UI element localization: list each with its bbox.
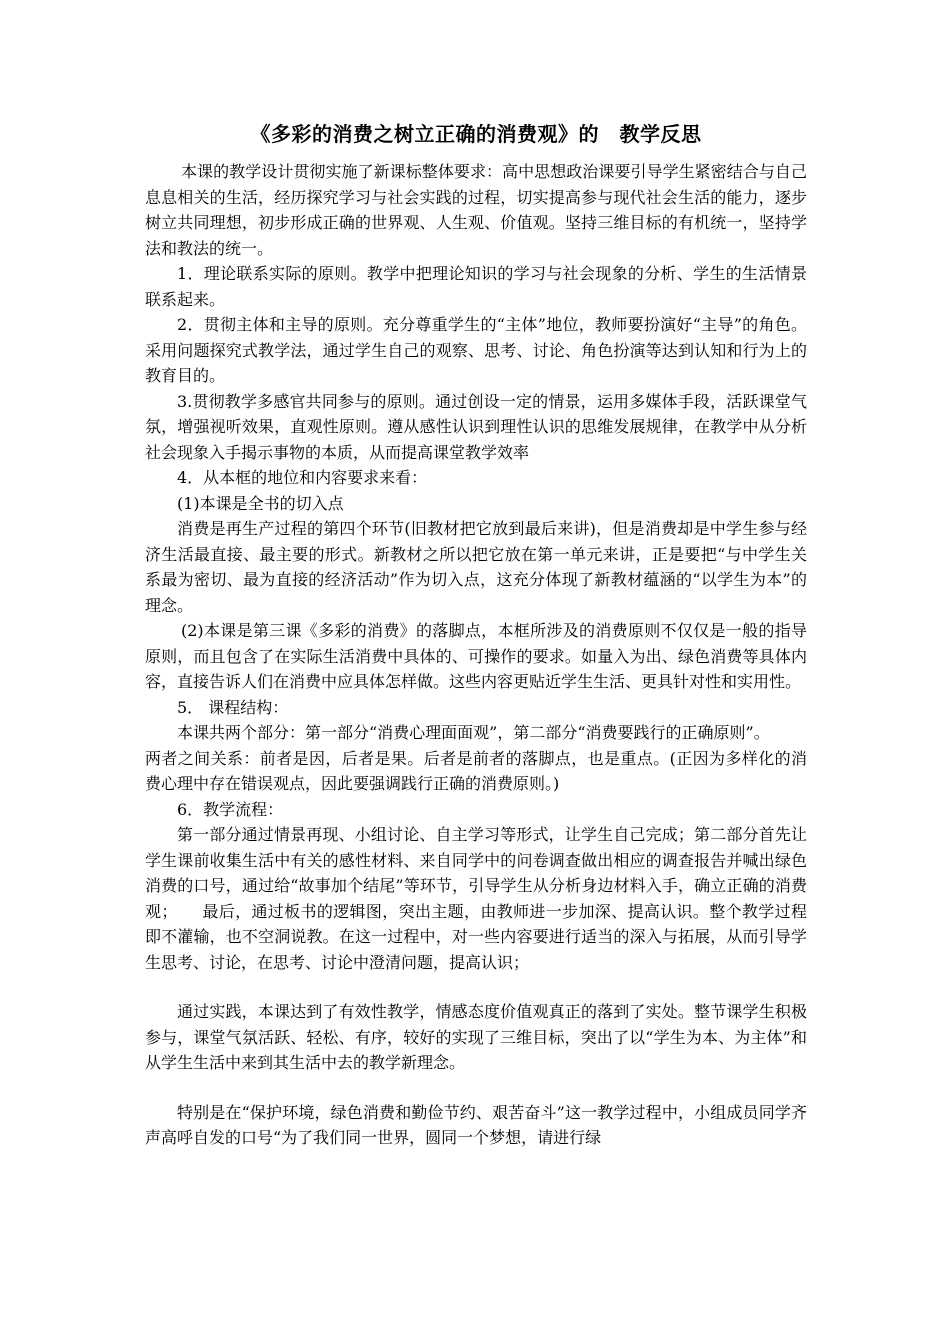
paragraph-principle-2: 2．贯彻主体和主导的原则。充分尊重学生的“主体”地位，教师要扮演好“主导”的角色。采用问题探究式教学法，通过学生自己的观察、思考、讨论、角色扮演等达到认知和行为上的教育目的。 (145, 315, 807, 385)
document-title: 《多彩的消费之树立正确的消费观》的 教学反思 (250, 122, 702, 146)
paragraph-point-2: (2)本课是第三课《多彩的消费》的落脚点，本框所涉及的消费原则不仅仅是一般的指导原则，而且包含了在实际生活消费中具体的、可操作的要求。如量入为出、绿色消费等具体内容，直接告诉人们在消费中应具体怎样做。这些内容更贴近学生生活、更具针对性和实用性。 (145, 621, 807, 691)
paragraph-point-1: (1)本课是全书的切入点 (177, 493, 344, 513)
paragraph-section-5: 5． 课程结构： (177, 697, 289, 717)
paragraph-principle-1: 1．理论联系实际的原则。教学中把理论知识的学习与社会现象的分析、学生的生活情景联系起来。 (145, 264, 807, 309)
paragraph-relationship: 两者之间关系：前者是因，后者是果。后者是前者的落脚点，也是重点。(正因为多样化的消费心理中存在错误观点，因此要强调践行正确的消费原则。) (145, 748, 807, 793)
paragraph-section-4: 4．从本框的地位和内容要求来看： (177, 468, 428, 487)
paragraph-special: 特别是在“保护环境，绿色消费和勤俭节约、艰苦奋斗”这一教学过程中，小组成员同学齐声高呼自发的口号“为了我们同一世界，圆同一个梦想，请进行绿 (145, 1102, 807, 1147)
paragraph-principle-3: 3.贯彻教学多感官共同参与的原则。通过创设一定的情景，运用多媒体手段，活跃课堂气氛，增强视听效果，直观性原则。遵从感性认识到理性认识的思维发展规律，在教学中从分析社会现象入手揭示事物的本质，从而提高课堂教学效率 (145, 391, 807, 462)
paragraph-practice: 通过实践，本课达到了有效性教学，情感态度价值观真正的落到了实处。整节课学生积极参与，课堂气氛活跃、轻松、有序，较好的实现了三维目标，突出了以“学生为本、为主体”和从学生生活中来到其生活中去的教学新理念。 (145, 1002, 807, 1072)
paragraph-intro: 本课的教学设计贯彻实施了新课标整体要求：高中思想政治课要引导学生紧密结合与自己息息相关的生活，经历探究学习与社会实践的过程，切实提高参与现代社会生活的能力，逐步树立共同理想，初步形成正确的世界观、人生观、价值观。坚持三维目标的有机统一，坚持学法和教法的统一。 (145, 162, 807, 258)
spacer (145, 975, 807, 999)
paragraph-point-1-body: 消费是再生产过程的第四个环节(旧教材把它放到最后来讲)，但是消费却是中学生参与经济生活最直接、最主要的形式。新教材之所以把它放在第一单元来讲，正是要把“与中学生关系最为密切、最为直接的经济活动”作为切入点，这充分体现了新教材蕴涵的“以学生为本”的理念。 (145, 519, 807, 615)
paragraph-structure: 本课共两个部分：第一部分“消费心理面面观”，第二部分“消费要践行的正确原则”。 (177, 723, 770, 742)
paragraph-process: 第一部分通过情景再现、小组讨论、自主学习等形式，让学生自己完成；第二部分首先让学生课前收集生活中有关的感性材料、来自同学中的问卷调查做出相应的调查报告并喊出绿色消费的口号，通过给“故事加个结尾”等环节，引导学生从分析身边材料入手，确立正确的消费观； 最后，通过板书的逻辑图，突出主题，由教师进一步加深、提高认识。整个教学过程即不灌输，也不空洞说教。在这一过程中，对一些内容要进行适当的深入与拓展，从而引导学生思考、讨论，在思考、讨论中澄清问题，提高认识； (145, 825, 807, 972)
paragraph-section-6: 6．教学流程： (177, 799, 284, 819)
document-page (145, 118, 807, 1151)
spacer (145, 1076, 807, 1100)
